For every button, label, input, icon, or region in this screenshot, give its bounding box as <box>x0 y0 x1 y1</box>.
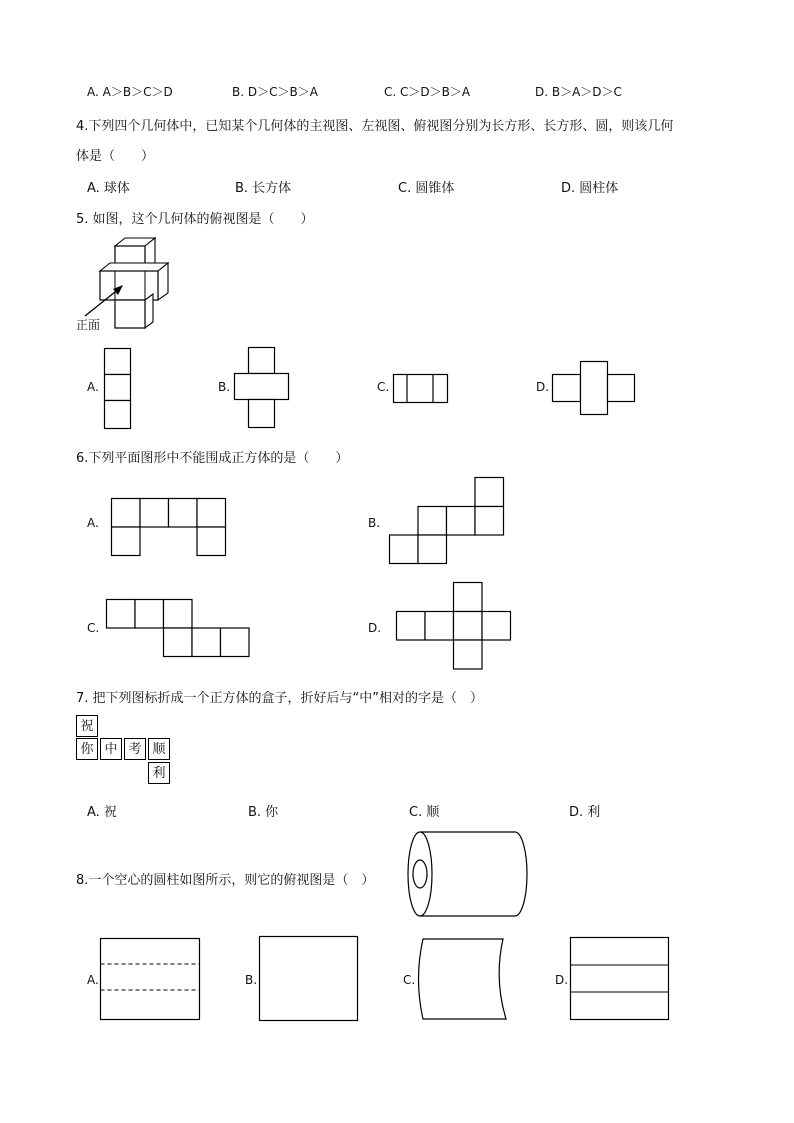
q4-option-c: C. 圆锥体 <box>398 181 455 196</box>
q4-option-b: B. 长方体 <box>235 181 292 196</box>
q6-option-c: C. <box>87 621 100 635</box>
q6-option-c-net <box>106 599 254 661</box>
q7-option-c: C. 顺 <box>409 805 440 820</box>
q5-option-a: A. <box>87 380 99 394</box>
q3-option-a: A. A＞B＞C＞D <box>87 85 173 99</box>
q3-option-b: B. D＞C＞B＞A <box>232 85 318 99</box>
q5-option-b-figure <box>234 347 290 429</box>
q4-option-d: D. 圆柱体 <box>561 181 619 196</box>
q7-option-d: D. 利 <box>569 805 601 820</box>
q7-net-cell-bottom: 利 <box>148 762 170 784</box>
q8-option-d-figure <box>570 937 671 1022</box>
q7-net-cell-top: 祝 <box>76 715 98 737</box>
q5-option-d-figure <box>552 361 636 417</box>
q4-option-a: A. 球体 <box>87 181 130 196</box>
q3-option-d: D. B＞A＞D＞C <box>535 85 622 99</box>
q5-option-c-figure <box>393 374 449 404</box>
q8-option-d: D. <box>555 973 569 987</box>
q4-stem-line1: 4.下列四个几何体中，已知某个几何体的主视图、左视图、俯视图分别为长方形、长方形、圆，则该几何 <box>76 119 674 134</box>
q8-stem: 8.一个空心的圆柱如图所示，则它的俯视图是（ ） <box>76 873 375 888</box>
q7-option-a: A. 祝 <box>87 805 117 820</box>
q6-option-d-net <box>396 582 514 672</box>
q8-hollow-cylinder-figure <box>405 830 530 918</box>
q5-option-b: B. <box>218 380 231 394</box>
q5-stem: 5. 如图，这个几何体的俯视图是（ ） <box>76 212 314 227</box>
q7-option-b: B. 你 <box>248 805 279 820</box>
q4-stem-line2: 体是（ ） <box>76 149 155 164</box>
q5-option-a-figure <box>104 348 132 430</box>
q5-solid-figure <box>95 236 175 331</box>
q6-option-b-net <box>389 477 507 567</box>
q8-option-c-figure <box>416 938 511 1022</box>
q6-option-d: D. <box>368 621 382 635</box>
q7-net-cell-4: 顺 <box>148 738 170 760</box>
q8-option-a: A. <box>87 973 99 987</box>
q8-option-b: B. <box>245 973 258 987</box>
q7-net-cell-2: 中 <box>100 738 122 760</box>
q5-front-label: 正面 <box>76 318 101 332</box>
q7-net-cell-3: 考 <box>124 738 146 760</box>
q5-option-d: D. <box>536 380 550 394</box>
q7-net-cell-1: 你 <box>76 738 98 760</box>
q5-option-c: C. <box>377 380 390 394</box>
q6-option-a: A. <box>87 516 99 530</box>
q6-option-a-net <box>111 498 229 558</box>
q3-option-c: C. C＞D＞B＞A <box>384 85 471 99</box>
q6-stem: 6.下列平面图形中不能围成正方体的是（ ） <box>76 451 349 466</box>
q8-option-c: C. <box>403 973 416 987</box>
q8-option-a-figure <box>100 938 202 1022</box>
q8-option-b-figure <box>259 936 360 1023</box>
q6-option-b: B. <box>368 516 381 530</box>
q7-stem: 7. 把下列图标折成一个正方体的盒子，折好后与“中”相对的字是（ ） <box>76 691 484 706</box>
